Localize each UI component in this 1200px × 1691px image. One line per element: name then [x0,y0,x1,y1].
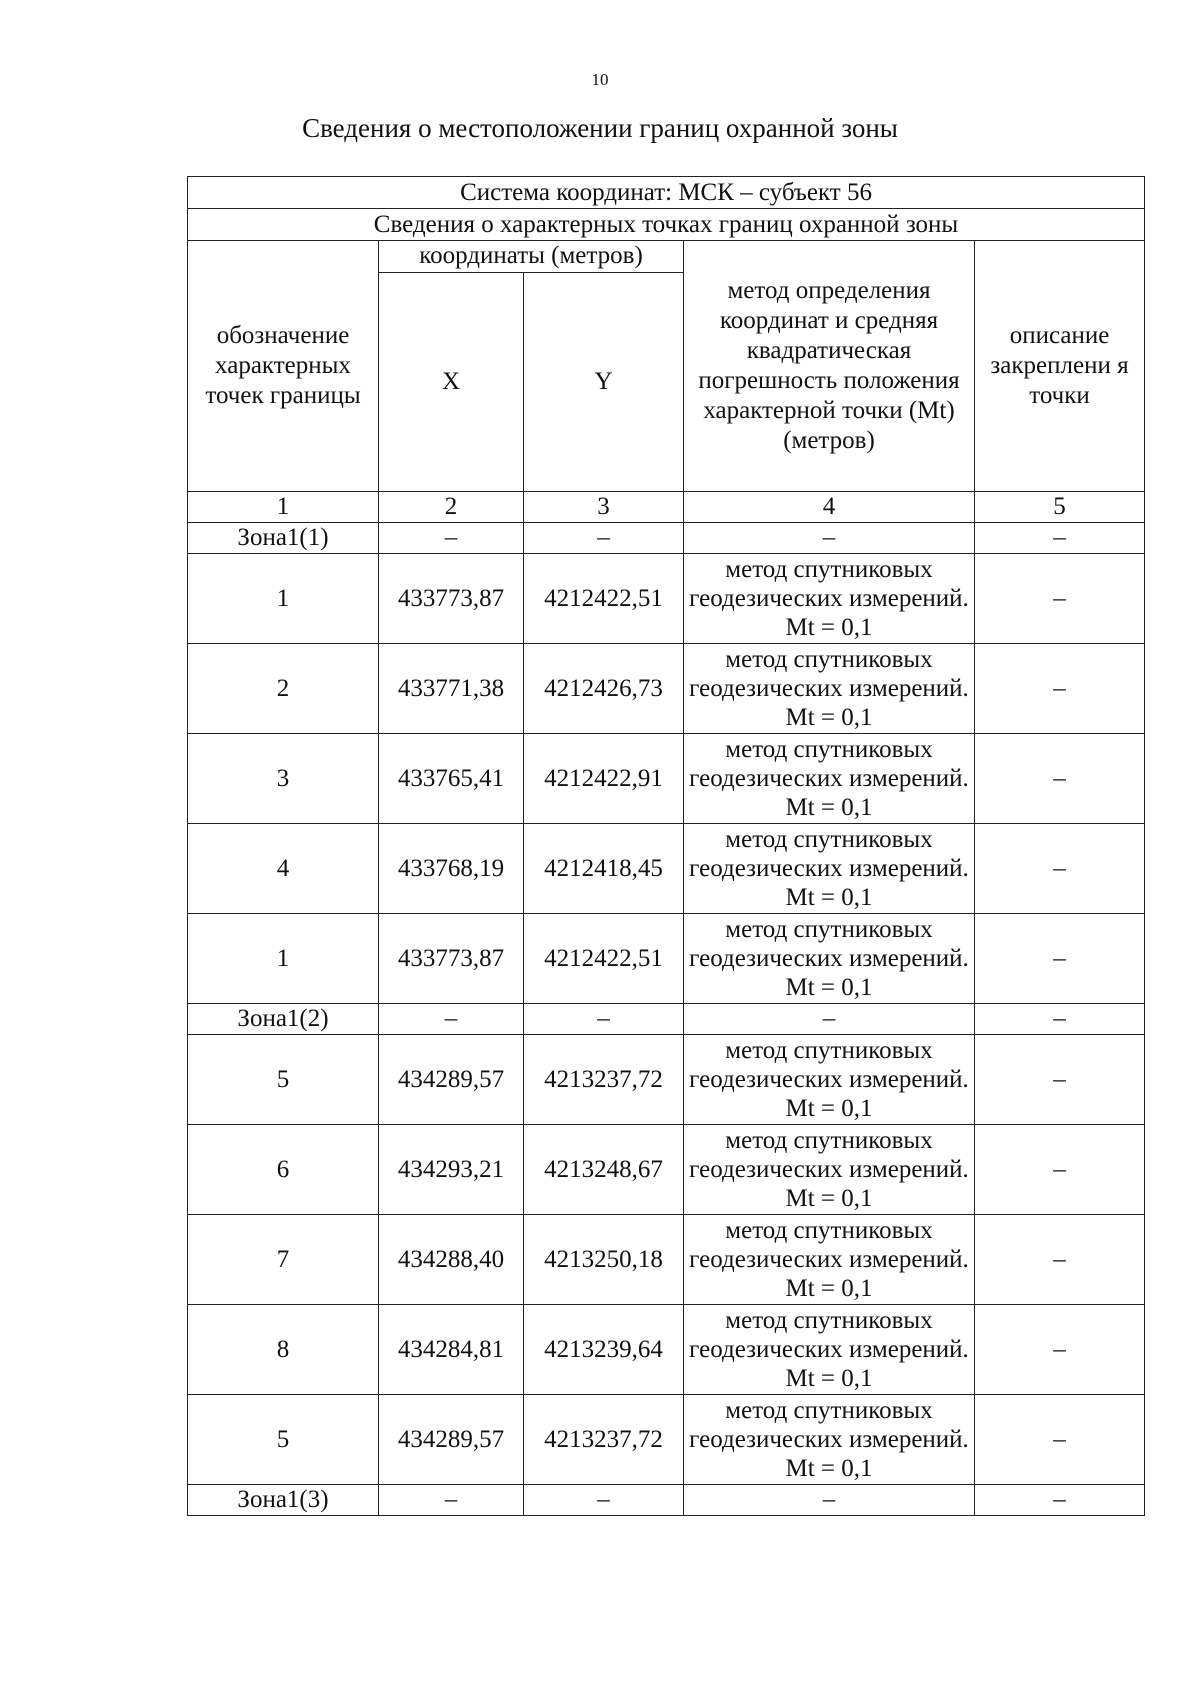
y-coordinate-cell: 4212422,51 [524,914,684,1004]
method-cell: метод спутниковых геодезических измерений. Mt = 0,1 [684,914,975,1004]
y-coordinate-cell: 4213239,64 [524,1305,684,1395]
method-cell: – [684,1004,975,1035]
description-cell: – [975,1485,1145,1516]
x-coordinate-cell: 433773,87 [379,914,524,1004]
description-cell: – [975,554,1145,644]
description-cell: – [975,1125,1145,1215]
x-coordinate-cell: – [379,523,524,554]
description-cell: – [975,1395,1145,1485]
y-coordinate-cell: – [524,1485,684,1516]
description-cell: – [975,644,1145,734]
method-cell: метод спутниковых геодезических измерений. Mt = 0,1 [684,554,975,644]
header-x: X [379,273,524,492]
y-coordinate-cell: 4212418,45 [524,824,684,914]
x-coordinate-cell: 433773,87 [379,554,524,644]
header-coordinates: координаты (метров) [379,241,684,273]
column-number: 1 [188,492,379,523]
x-coordinate-cell: 434288,40 [379,1215,524,1305]
column-number: 5 [975,492,1145,523]
method-cell: – [684,1485,975,1516]
description-cell: – [975,1004,1145,1035]
method-cell: метод спутниковых геодезических измерений. Mt = 0,1 [684,1215,975,1305]
point-label-cell: 2 [188,644,379,734]
y-coordinate-cell: 4212422,91 [524,734,684,824]
y-coordinate-cell: 4213237,72 [524,1395,684,1485]
y-coordinate-cell: 4213237,72 [524,1035,684,1125]
page-number: 10 [591,70,609,89]
table-row [188,554,1145,644]
x-coordinate-cell: 434293,21 [379,1125,524,1215]
header-method: метод определения координат и средняя квадратическая погрешность положения характерной точки (Mt) (метров) [684,241,975,492]
point-label-cell: 3 [188,734,379,824]
table-row [188,1395,1145,1485]
y-coordinate-cell: – [524,523,684,554]
table-row [188,644,1145,734]
description-cell: – [975,1035,1145,1125]
table-row [188,914,1145,1004]
table-caption-cell: Сведения о характерных точках границ охранной зоны [188,209,1145,241]
table-row [188,734,1145,824]
description-cell: – [975,1305,1145,1395]
x-coordinate-cell: 434289,57 [379,1395,524,1485]
header-designation: обозначение характерных точек границы [188,241,379,492]
column-number-row [188,492,1145,523]
point-label-cell: 5 [188,1395,379,1485]
column-number: 3 [524,492,684,523]
point-label-cell: 1 [188,554,379,644]
method-cell: метод спутниковых геодезических измерений. Mt = 0,1 [684,734,975,824]
method-cell: метод спутниковых геодезических измерений. Mt = 0,1 [684,824,975,914]
column-number: 2 [379,492,524,523]
x-coordinate-cell: 433768,19 [379,824,524,914]
table-row [188,1215,1145,1305]
y-coordinate-cell: 4212426,73 [524,644,684,734]
y-coordinate-cell: – [524,1004,684,1035]
point-label-cell: 7 [188,1215,379,1305]
table-row [188,824,1145,914]
point-label-cell: 5 [188,1035,379,1125]
description-cell: – [975,914,1145,1004]
table-row [188,1305,1145,1395]
description-cell: – [975,734,1145,824]
table-row [188,1125,1145,1215]
column-number: 4 [684,492,975,523]
x-coordinate-cell: – [379,1004,524,1035]
method-cell: метод спутниковых геодезических измерений. Mt = 0,1 [684,1395,975,1485]
point-label-cell: 6 [188,1125,379,1215]
point-label-cell: 8 [188,1305,379,1395]
method-cell: метод спутниковых геодезических измерений. Mt = 0,1 [684,1305,975,1395]
point-label-cell: 1 [188,914,379,1004]
y-coordinate-cell: 4213250,18 [524,1215,684,1305]
point-label-cell: 4 [188,824,379,914]
description-cell: – [975,523,1145,554]
point-label-cell: Зона1(1) [188,523,379,554]
description-cell: – [975,824,1145,914]
page-title: Сведения о местоположении границ охранной зоны [302,113,898,143]
method-cell: метод спутниковых геодезических измерений. Mt = 0,1 [684,1035,975,1125]
method-cell: – [684,523,975,554]
x-coordinate-cell: 433765,41 [379,734,524,824]
x-coordinate-cell: 433771,38 [379,644,524,734]
coordinates-table [187,176,1145,1516]
x-coordinate-cell: 434289,57 [379,1035,524,1125]
method-cell: метод спутниковых геодезических измерений. Mt = 0,1 [684,644,975,734]
zone-row [188,523,1145,554]
coordinate-system-cell: Система координат: МСК – субъект 56 [188,177,1145,209]
table-row [188,1035,1145,1125]
x-coordinate-cell: 434284,81 [379,1305,524,1395]
zone-row [188,1004,1145,1035]
y-coordinate-cell: 4212422,51 [524,554,684,644]
header-description: описание закреплени я точки [975,241,1145,492]
description-cell: – [975,1215,1145,1305]
point-label-cell: Зона1(2) [188,1004,379,1035]
zone-row [188,1485,1145,1516]
point-label-cell: Зона1(3) [188,1485,379,1516]
y-coordinate-cell: 4213248,67 [524,1125,684,1215]
header-y: Y [524,273,684,492]
method-cell: метод спутниковых геодезических измерений. Mt = 0,1 [684,1125,975,1215]
x-coordinate-cell: – [379,1485,524,1516]
